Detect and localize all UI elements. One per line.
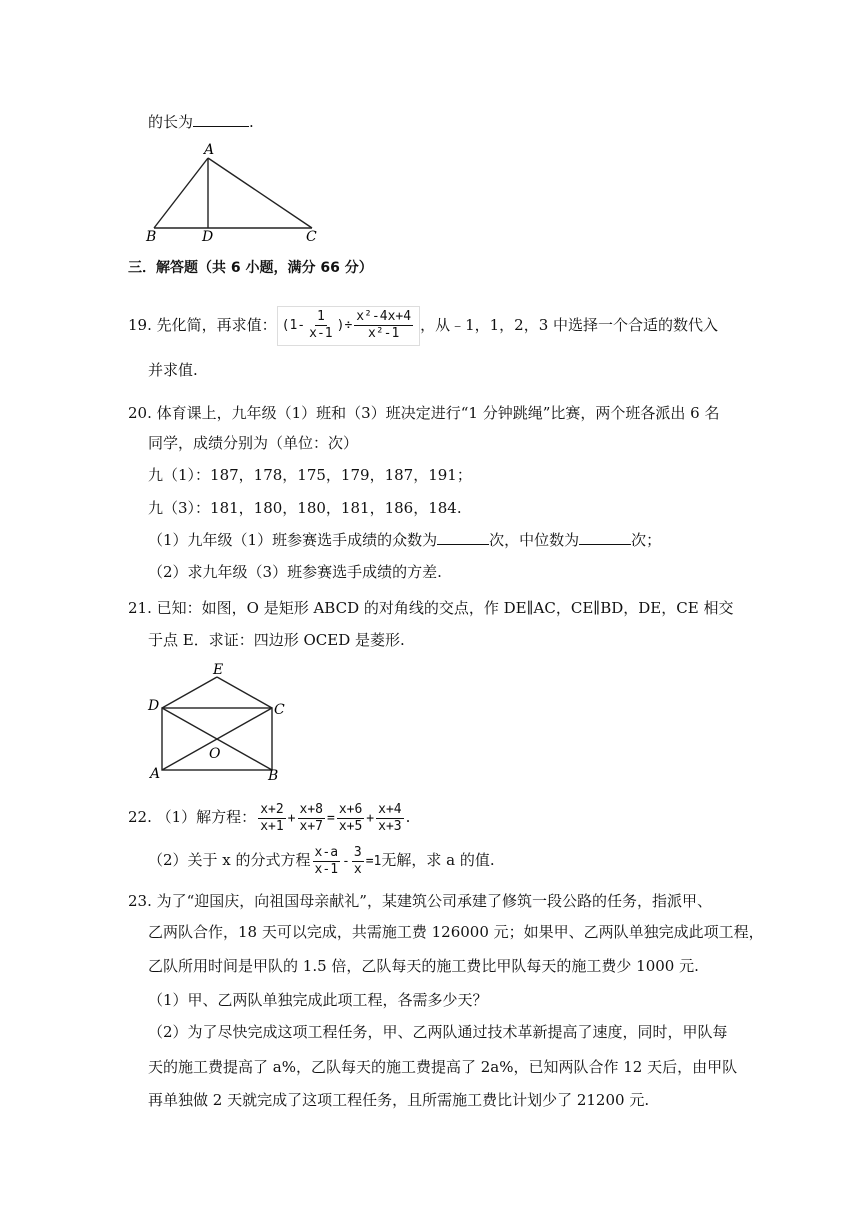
q20-text1: 体育课上，九年级（1）班和（3）班决定进行“1 分钟跳绳”比赛，两个班各派出 6 名: [156, 404, 720, 422]
q18-side-ac: [208, 158, 312, 228]
q22-sub1-prefix: （1）解方程：: [156, 808, 257, 826]
q19-expr-open: (1-: [281, 318, 306, 333]
q22-sub1-end: .: [405, 808, 411, 826]
q18-period: .: [249, 113, 254, 131]
q22-sub2-line: [148, 840, 495, 882]
q18-text: 的长为: [148, 113, 194, 131]
q20-number: 20.: [128, 404, 152, 422]
q21-line1: [128, 598, 733, 618]
q20-sub1: [148, 530, 661, 550]
q18-label-d: D: [202, 229, 214, 245]
q22-f3-num: x+6: [338, 802, 363, 817]
q19-suffix: ，从﹣1，1，2，3 中选择一个合适的数代入: [420, 316, 719, 334]
q22-f2-den: x+7: [299, 819, 323, 834]
q22-g2-num: 3: [353, 845, 362, 860]
q21-label-e: E: [213, 662, 224, 678]
q21-text1: 已知：如图，O 是矩形 ABCD 的对角线的交点，作 DE∥AC，CE∥BD，DE，CE 相交: [156, 599, 734, 617]
q18-blank: [193, 112, 249, 127]
q22-f1-num: x+2: [260, 802, 284, 817]
q22-f4-den: x+3: [378, 819, 402, 834]
q21-label-o: O: [209, 746, 221, 762]
q19-frac2-num: x²-4x+4: [356, 309, 412, 324]
q18-label-c: C: [306, 229, 317, 245]
q22-op3: +: [366, 811, 375, 826]
q21-label-d: D: [148, 698, 160, 714]
q18-label-a: A: [204, 142, 215, 158]
q22-op2: =: [326, 811, 335, 826]
q18-label-b: B: [146, 229, 157, 245]
q20-class3-scores: 九（3）：181，180，180，181，186，184.: [148, 499, 462, 517]
q23-sub2-line2: 天的施工费提高了 a%，乙队每天的施工费提高了 2a%，已知两队合作 12 天后，由甲队: [148, 1058, 738, 1076]
q23-sub2-line3: 再单独做 2 天就完成了这项工程任务，且所需施工费比计划少了 21200 元.: [148, 1091, 650, 1109]
q20-sub1-text-c: 次；: [631, 531, 662, 549]
q19-expression: [277, 306, 420, 346]
q23-line1: [128, 891, 712, 911]
q19-line1: [128, 306, 718, 346]
q20-median-blank: [579, 530, 631, 545]
q18-side-ab: [154, 158, 208, 228]
q20-class1-scores: 九（1）：187，178，175，179，187，191；: [148, 466, 472, 484]
q23-number: 23.: [128, 892, 152, 910]
q22-f3-den: x+5: [338, 819, 363, 834]
q19-prefix: 先化简，再求值：: [156, 316, 277, 334]
q20-line2: 同学，成绩分别为（单位：次）: [148, 434, 359, 452]
q20-sub1-text-b: 次，中位数为: [489, 531, 580, 549]
q18-triangle-figure: [140, 140, 330, 245]
q21-label-c: C: [274, 702, 285, 718]
q22-sub2-suffix: 无解，求 a 的值.: [381, 851, 495, 869]
q20-sub1-text-a: （1）九年级（1）班参赛选手成绩的众数为: [148, 531, 438, 549]
q19-expr-div: )÷: [336, 318, 353, 333]
q22-sub1-line: [128, 797, 410, 839]
q23-line3: 乙队所用时间是甲队的 1.5 倍，乙队每天的施工费比甲队每天的施工费少 1000 元.: [148, 957, 699, 975]
q21-label-a: A: [150, 766, 161, 782]
q22-g2-den: x: [353, 862, 362, 877]
q21-segment-de: [162, 677, 217, 708]
q19-number: 19.: [128, 316, 152, 334]
q22-gop: -: [342, 854, 350, 869]
section-3-heading: 三．解答题（共 6 小题，满分 66 分）: [128, 260, 373, 276]
q23-text1: 为了“迎国庆，向祖国母亲献礼”，某建筑公司承建了修筑一段公路的任务，指派甲、: [156, 892, 712, 910]
q23-line2: 乙两队合作，18 天可以完成，共需施工费 126000 元；如果甲、乙两队单独完成此项工程，: [148, 923, 764, 941]
q22-g1-num: x-a: [314, 845, 339, 860]
q22-f2-num: x+8: [299, 802, 323, 817]
q22-equation2: [311, 845, 382, 877]
q19-frac1-num: 1: [316, 309, 325, 324]
q22-equation1: [256, 802, 405, 834]
q21-number: 21.: [128, 599, 152, 617]
q20-sub2: （2）求九年级（3）班参赛选手成绩的方差.: [148, 563, 442, 581]
q20-line1: [128, 403, 719, 423]
q22-g1-den: x-1: [314, 862, 339, 877]
q22-number: 22.: [128, 808, 152, 826]
q20-mode-blank: [437, 530, 489, 545]
q22-geq: =1: [365, 854, 382, 869]
q22-f1-den: x+1: [260, 819, 284, 834]
q21-segment-ce: [217, 677, 272, 708]
q22-op1: +: [287, 811, 296, 826]
q23-sub1: （1）甲、乙两队单独完成此项工程，各需多少天？: [148, 991, 488, 1009]
q18-answer-line: [148, 112, 254, 132]
q21-rectangle-figure: [145, 660, 290, 782]
q22-f4-num: x+4: [378, 802, 402, 817]
q19-frac2-den: x²-1: [368, 326, 400, 341]
q23-sub2-line1: （2）为了尽快完成这项工程任务，甲、乙两队通过技术革新提高了速度，同时，甲队每: [148, 1023, 728, 1041]
q21-line2: 于点 E．求证：四边形 OCED 是菱形.: [148, 631, 405, 649]
q19-line2: 并求值.: [148, 361, 198, 379]
q19-frac1-den: x-1: [309, 326, 333, 341]
q22-sub2-prefix: （2）关于 x 的分式方程: [148, 851, 311, 869]
q21-label-b: B: [268, 768, 279, 782]
